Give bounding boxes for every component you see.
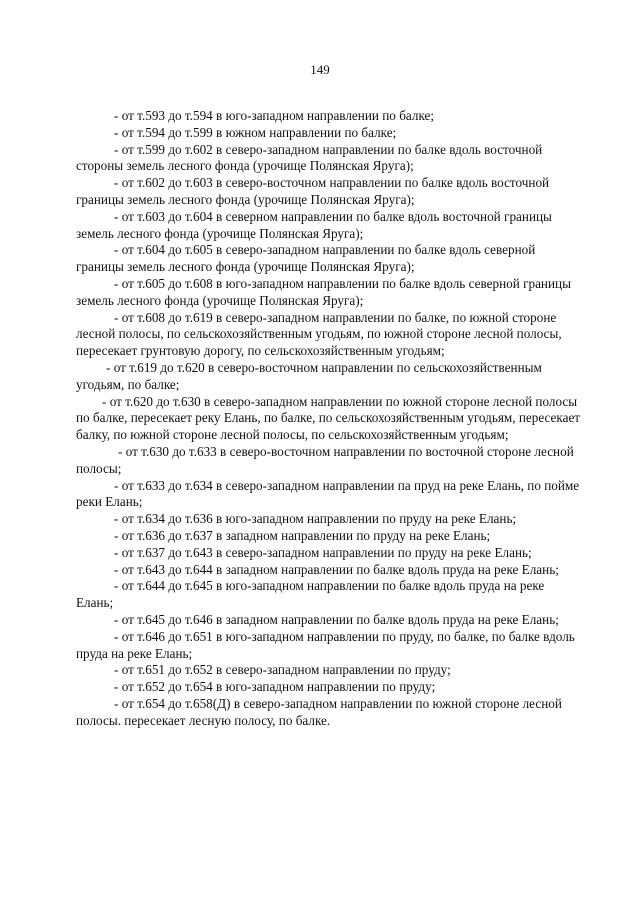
paragraph: - от т.608 до т.619 в северо-западном направлении по балке, по южной стороне лесной полосы, по сельскохозяйственным угодьям, по южной стороне лесной полосы, пересекает грунтовую дорогу, по сельскохозяйственным угодьям; [76,309,562,359]
paragraph: - от т.605 до т.608 в юго-западном направлении по балке вдоль северной границы земель лесного фонда (урочище Полянская Яруга); [76,275,571,308]
paragraph: - от т.651 до т.652 в северо-западном направлении по пруду; [114,662,451,678]
paragraph: - от т.602 до т.603 в северо-восточном направлении по балке вдоль восточной границы земель лесного фонда (урочище Полянская Яруга); [76,175,550,207]
paragraph: - от т.603 до т.604 в северном направлении по балке вдоль восточной границы земель лесного фонда (урочище Полянская Яруга); [76,208,552,241]
paragraph: - от т.646 до т.651 в юго-западном направлении по пруду, по балке, по балке вдоль пруда на реке Елань; [76,628,575,661]
paragraph: - от т.636 до т.637 в западном направлении по пруду на реке Елань; [114,527,491,543]
paragraph: - от т.630 до т.633 в северо-восточном направлении по восточной стороне лесной полосы; [76,443,574,476]
paragraph: - от т.652 до т.654 в юго-западном направлении по пруду; [114,679,436,695]
paragraph: - от т.654 до т.658(Д) в северо-западном направлении по южной стороне лесной полосы. пересекает лесную полосу, по балке. [76,695,562,728]
paragraph: - от т.593 до т.594 в юго-западном направлении по балке; [114,108,435,123]
paragraph: - от т.645 до т.646 в западном направлении по балке вдоль пруда на реке Елань; [114,611,559,627]
paragraph: - от т.637 до т.643 в северо-западном направлении по пруду на реке Елань; [114,544,532,560]
paragraph: - от т.619 до т.620 в северо-восточном направлении по сельскохозяйственным угодьям, по балке; [76,359,542,392]
paragraph: - от т.599 до т.602 в северо-западном направлении по балке вдоль восточной стороны земель лесного фонда (урочище Полянская Яруга); [76,141,543,174]
paragraph: - от т.620 до т.630 в северо-западном направлении по южной стороне лесной полосы по балке, пересекает реку Елань, по балке, по сельскохозяйственным угодьям, пересекает балку, по южной стороне лесной полосы, по сельскохозяйственным угодьям; [76,393,581,443]
paragraph: - от т.643 до т.644 в западном направлении по балке вдоль пруда на реке Елань; [114,561,559,577]
paragraph: - от т.644 до т.645 в юго-западном направлении по балке вдоль пруда на реке Елань; [76,578,545,611]
paragraph: - от т.594 до т.599 в южном направлении по балке; [114,124,397,140]
paragraph: - от т.634 до т.636 в юго-западном направлении по пруду на реке Елань; [114,511,517,527]
page-number: 149 [310,62,330,77]
paragraph: - от т.633 до т.634 в северо-западном направлении па пруд на реке Елань, по пойме реки Елань; [76,477,580,510]
document-body [76,108,584,729]
paragraph: - от т.604 до т.605 в северо-западном направлении по балке вдоль северной границы земель лесного фонда (урочище Полянская Яруга); [76,242,536,275]
